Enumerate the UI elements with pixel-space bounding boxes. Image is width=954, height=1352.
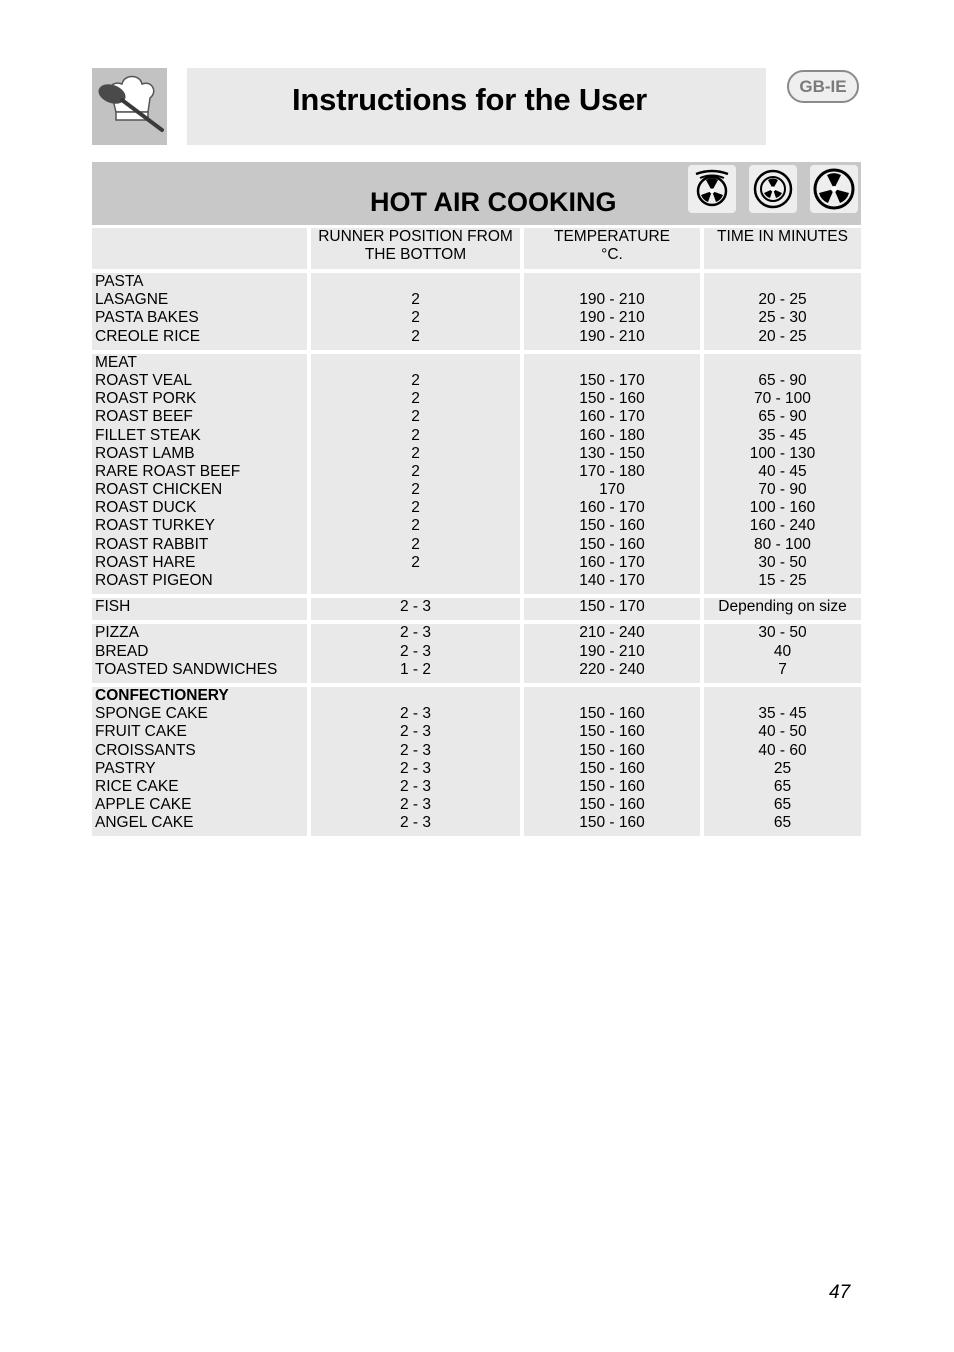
table-header-row xyxy=(92,228,861,269)
chef-hat-spoon-icon xyxy=(92,68,167,145)
time-cell: 35 - 45 40 - 50 40 - 60 25 65 65 65 xyxy=(704,687,861,837)
temperature-cell: 190 - 210 190 - 210 190 - 210 xyxy=(524,273,700,350)
runner-cell: 2 - 3 2 - 3 1 - 2 xyxy=(311,624,520,683)
temperature-cell: 150 - 170 150 - 160 160 - 170 160 - 180 130 - 150 170 - 180 170 160 - 170 150 - 160 150 - 160 160 - 170 140 - 170 xyxy=(524,354,700,594)
header-temperature: TEMPERATURE °C. xyxy=(524,228,700,269)
time-cell: 65 - 90 70 - 100 65 - 90 35 - 45 100 - 130 40 - 45 70 - 90 100 - 160 160 - 240 80 - 100 30 - 50 15 - 25 xyxy=(704,354,861,594)
header-bar xyxy=(187,68,766,145)
runner-cell: 2 - 3 2 - 3 2 - 3 2 - 3 2 - 3 2 - 3 2 - 3 xyxy=(311,687,520,837)
header-dish xyxy=(92,228,307,269)
table-row xyxy=(92,354,861,594)
header-time: TIME IN MINUTES xyxy=(704,228,861,269)
brand-logo xyxy=(92,68,167,145)
temperature-cell: 150 - 160 150 - 160 150 - 160 150 - 160 150 - 160 150 - 160 150 - 160 xyxy=(524,687,700,837)
cooking-table xyxy=(92,228,861,840)
table-row xyxy=(92,273,861,350)
header-runner: RUNNER POSITION FROM THE BOTTOM xyxy=(311,228,520,269)
table-row xyxy=(92,687,861,837)
fan-oven-circular-icon xyxy=(810,165,858,213)
language-badge: GB-IE xyxy=(787,70,859,103)
table-row xyxy=(92,624,861,683)
dish-cell: PASTA LASAGNE PASTA BAKES CREOLE RICE xyxy=(92,273,307,350)
table-body xyxy=(92,273,861,836)
dish-cell: MEAT ROAST VEAL ROAST PORK ROAST BEEF FILLET STEAK ROAST LAMB RARE ROAST BEEF ROAST CHICKEN ROAST DUCK ROAST TURKEY ROAST RABBIT ROAST HARE ROAST PIGEON xyxy=(92,354,307,594)
section-header xyxy=(92,162,861,225)
time-cell: 20 - 25 25 - 30 20 - 25 xyxy=(704,273,861,350)
runner-cell: 2 2 2 xyxy=(311,273,520,350)
fan-oven-ring-icon xyxy=(749,165,797,213)
time-cell: Depending on size xyxy=(704,598,861,620)
runner-cell: 2 - 3 xyxy=(311,598,520,620)
temperature-cell: 210 - 240 190 - 210 220 - 240 xyxy=(524,624,700,683)
fan-oven-icon xyxy=(688,165,736,213)
time-cell: 30 - 50 40 7 xyxy=(704,624,861,683)
dish-cell: FISH xyxy=(92,598,307,620)
page-title: Instructions for the User xyxy=(292,82,647,117)
runner-cell: 2 2 2 2 2 2 2 2 2 2 2 xyxy=(311,354,520,594)
temperature-cell: 150 - 170 xyxy=(524,598,700,620)
section-title: HOT AIR COOKING xyxy=(370,187,617,217)
dish-cell: PIZZA BREAD TOASTED SANDWICHES xyxy=(92,624,307,683)
table-row xyxy=(92,598,861,620)
dish-cell: CONFECTIONERY SPONGE CAKE FRUIT CAKE CROISSANTS PASTRY RICE CAKE APPLE CAKE ANGEL CAKE xyxy=(92,687,307,837)
page-number: 47 xyxy=(829,1282,851,1303)
